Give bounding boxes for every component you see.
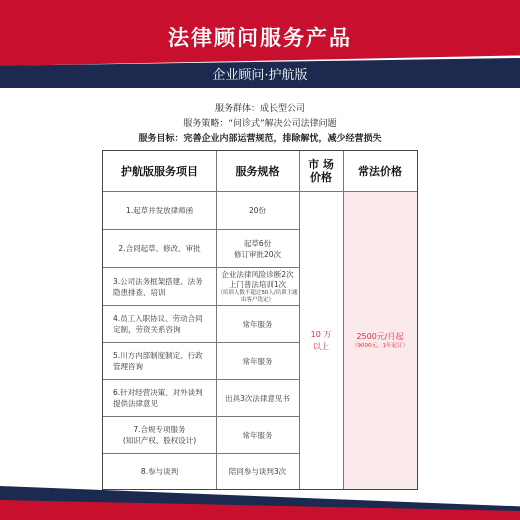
- table-row-spec: 常年服务: [242, 430, 273, 440]
- law-price-cell: [343, 192, 417, 489]
- header-item: 护航版服务项目: [121, 164, 198, 178]
- service-table: [102, 150, 418, 490]
- table-row-item: 5.川方内部制度制定、行政 管理咨询: [113, 351, 203, 371]
- table-row-item: 3.公司法务框架搭建、法务 隐患排查、培训: [113, 276, 203, 297]
- header-market-price: 市 场 价格: [308, 158, 334, 184]
- spec-note: （培训人数不超过50人/培训主题由客户选定）: [217, 289, 298, 303]
- law-price-value: 2500元/月起: [356, 332, 404, 341]
- table-row-spec: 起草6份 修订审批20次: [233, 238, 282, 259]
- table-row-spec: 陪同参与谈判3次: [228, 467, 287, 476]
- info-service-strategy: 服务策略：“问诊式”解决公司法律问题: [183, 119, 337, 129]
- table-row-spec: [216, 268, 299, 305]
- page-subtitle: 企业顾问·护航版: [212, 68, 308, 83]
- table-row-spec: 常年服务: [242, 356, 273, 366]
- market-price-cell: [299, 192, 343, 489]
- info-service-goal: 服务目标：完善企业内部运营规范，排除解忧，减少经营损失: [138, 134, 382, 144]
- table-row-item: 1.起草并发放律师函: [125, 206, 194, 215]
- market-price-value: 10 万 以上: [310, 329, 332, 351]
- table-row-spec: 出具3次法律意见书: [225, 393, 290, 403]
- page-title: 法律顾问服务产品: [168, 25, 352, 50]
- law-price-note: （9000元，1年起订）: [352, 343, 408, 349]
- spec-text: 企业法律风险诊断2次 上门普法培训1次: [221, 269, 294, 289]
- header-law-price: 常法价格: [358, 164, 402, 178]
- table-row-spec: 常年服务: [242, 319, 273, 329]
- header-spec: 服务规格: [235, 164, 280, 178]
- table-row-item: 8.参与谈判: [140, 467, 179, 476]
- table-row-spec: 20份: [248, 206, 267, 215]
- table-row-item: 4.员工入职协议、劳动合同 定制，劳资关系咨询: [113, 314, 203, 334]
- info-service-group: 服务群体：成长型公司: [214, 104, 305, 114]
- table-row-item: 2.合同起草、修改、审批: [118, 244, 201, 253]
- table-row-item: 6.针对经营决策、对外谈判 提供法律意见: [113, 388, 203, 408]
- table-row-item: 7.合规专项服务 (知识产权、股权设计): [122, 425, 197, 445]
